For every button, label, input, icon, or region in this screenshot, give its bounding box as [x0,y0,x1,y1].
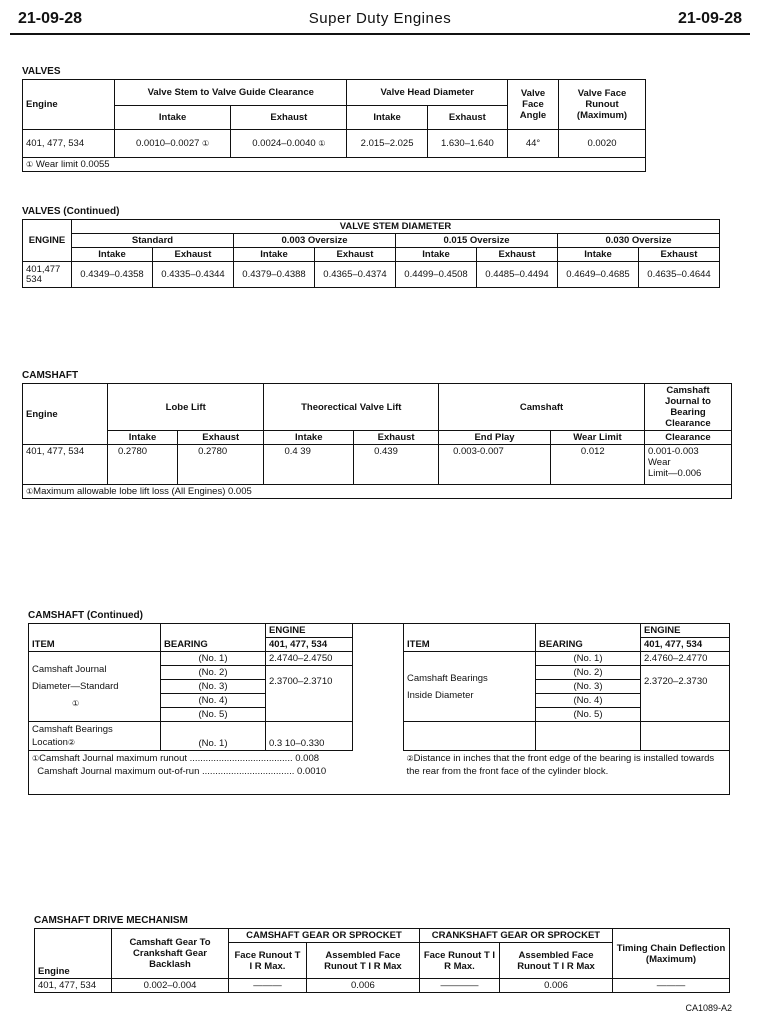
valves2-value: 0.4349–0.4358 [72,262,153,288]
camshaft2-table [28,623,730,795]
valves-h-face-runout: Valve Face Runout (Maximum) [559,80,646,130]
drive-h-crank-face: Face Runout T I R Max. [419,943,499,979]
footnote-1-icon: ① [202,139,210,148]
valves2-h-exhaust: Exhaust [477,248,558,262]
footnote-1-icon: ① [72,699,80,708]
valves2-h-exhaust: Exhaust [153,248,234,262]
camshaft2-bearing: (No. 3) [536,680,641,694]
camshaft2-h-models-right: 401, 477, 534 [641,638,730,652]
drive-chain: ——— [613,979,730,993]
drive-cam-face: ——— [229,979,307,993]
camshaft-h-intake: Intake [264,431,354,445]
camshaft-note: ①Maximum allowable lobe lift loss (All Engines) 0.005 [23,485,732,499]
camshaft-h-cam: Camshaft [439,384,645,431]
drive-h-crank-assembled: Assembled Face Runout T I R Max [500,943,613,979]
drive-h-crank-gear: CRANKSHAFT GEAR OR SPROCKET [419,929,612,943]
valves2-value: 0.4499–0.4508 [396,262,477,288]
camshaft2-h-bearing: BEARING [161,624,266,652]
valves2-value: 0.4365–0.4374 [315,262,396,288]
valves2-h-intake: Intake [234,248,315,262]
camshaft2-h-item: ITEM [29,624,161,652]
camshaft-clearance: 0.001-0.003 Wear Limit—0.006 [645,445,732,485]
footer-code: CA1089-A2 [685,1003,732,1013]
valves-note: ① Wear limit 0.0055 [23,158,646,172]
valves2-engine: 401,477 534 [23,262,72,288]
valves-h-face-angle: Valve Face Angle [508,80,559,130]
camshaft-table [22,383,732,499]
camshaft2-bearing: (No. 5) [161,708,266,722]
drive-backlash: 0.002–0.004 [112,979,229,993]
camshaft2-bearing: (No. 4) [161,694,266,708]
camshaft-endplay: 0.003-0.007 [439,445,551,485]
camshaft2-empty-cell [404,722,536,751]
camshaft-h-engine: Engine [23,384,108,445]
camshaft2-bearing: (No. 1) [536,652,641,666]
valves2-h-intake: Intake [396,248,477,262]
camshaft2-bearing: (No. 5) [536,708,641,722]
valves-stem-intake: 0.0010–0.0027 ① [115,130,231,158]
camshaft2-title: CAMSHAFT (Continued) [28,610,143,621]
drive-h-engine: Engine [35,929,112,979]
valves-h-stem-intake: Intake [115,106,231,130]
valves2-h-group-030: 0.030 Oversize [558,234,720,248]
camshaft2-right-v1: 2.4760–2.4770 [641,652,730,666]
footnote-1-icon: ① [26,160,34,169]
camshaft2-left-v2: 2.3700–2.3710 [266,666,353,722]
valves-continued-section [22,206,722,288]
page-header [10,4,750,34]
footnote-2-icon: ② [406,754,414,763]
camshaft-theo-intake: 0.4 39 [264,445,354,485]
drive-h-chain: Timing Chain Deflection (Maximum) [613,929,730,979]
valves-engine: 401, 477, 534 [23,130,115,158]
valves-angle: 44° [508,130,559,158]
valves2-value: 0.4635–0.4644 [639,262,720,288]
drive-h-cam-gear: CAMSHAFT GEAR OR SPROCKET [229,929,420,943]
page-title: Super Duty Engines [308,10,452,27]
camshaft-h-journal: Camshaft Journal to Bearing Clearance [645,384,732,431]
valves2-h-group-003: 0.003 Oversize [234,234,396,248]
camshaft2-h-models: 401, 477, 534 [266,638,353,652]
footnote-2-icon: ② [67,738,76,747]
drive-h-backlash: Camshaft Gear To Crankshaft Gear Backlash [112,929,229,979]
footnote-1-icon: ① [32,754,40,763]
camshaft-engine: 401, 477, 534 [23,445,108,485]
camshaft-h-lobe: Lobe Lift [108,384,264,431]
drive-section [34,915,732,993]
drive-title: CAMSHAFT DRIVE MECHANISM [34,915,188,926]
valves2-value: 0.4485–0.4494 [477,262,558,288]
camshaft2-gap [353,624,404,795]
footnote-1-icon: ① [318,139,326,148]
valves2-h-exhaust: Exhaust [315,248,396,262]
valves2-value: 0.4335–0.4344 [153,262,234,288]
camshaft-h-endplay: End Play [439,431,551,445]
valves-h-head-dia: Valve Head Diameter [347,80,508,106]
valves2-h-group-015: 0.015 Oversize [396,234,558,248]
valves-h-stem-exhaust: Exhaust [231,106,347,130]
camshaft2-location: Camshaft Bearings Location② [29,722,161,751]
valves-h-head-intake: Intake [347,106,427,130]
valves-head-intake: 2.015–2.025 [347,130,427,158]
page-number-right: 21-09-28 [677,10,742,27]
camshaft2-right-v2: 2.3720–2.3730 [641,666,730,722]
camshaft2-bearing: (No. 2) [536,666,641,680]
valves-runout: 0.0020 [559,130,646,158]
camshaft-wear: 0.012 [550,445,644,485]
camshaft-h-exhaust: Exhaust [178,431,264,445]
valves-stem-exhaust: 0.0024–0.0040 ① [231,130,347,158]
camshaft2-bearing: (No. 1) [161,652,266,666]
valves-h-engine: Engine [23,80,115,130]
camshaft-lobe-exhaust: 0.2780 [178,445,264,485]
valves2-h-engine: ENGINE [23,220,72,262]
camshaft2-bearing: (No. 3) [161,680,266,694]
camshaft2-empty-cell [536,722,641,751]
valves-head-exhaust: 1.630–1.640 [427,130,507,158]
camshaft-section [22,370,734,499]
camshaft2-h-bearing-right: BEARING [536,624,641,652]
camshaft2-loc-bearing: (No. 1) [161,722,266,751]
drive-engine: 401, 477, 534 [35,979,112,993]
camshaft-h-intake: Intake [108,431,178,445]
camshaft2-right-item: Camshaft Bearings Inside Diameter [404,652,536,722]
valves2-h-intake: Intake [558,248,639,262]
camshaft2-h-engine: ENGINE [266,624,353,638]
valves2-h-exhaust: Exhaust [639,248,720,262]
camshaft-continued-section [28,610,732,795]
footnote-1-icon: ① [26,487,34,496]
drive-h-cam-face: Face Runout T I R Max. [229,943,307,979]
camshaft-lobe-intake: 0.2780 [108,445,178,485]
camshaft2-left-v1: 2.4740–2.4750 [266,652,353,666]
camshaft2-empty-cell [641,722,730,751]
valves2-h-intake: Intake [72,248,153,262]
valves2-table [22,219,720,288]
camshaft2-loc-value: 0.3 10–0.330 [266,722,353,751]
valves-h-stem-guide: Valve Stem to Valve Guide Clearance [115,80,347,106]
drive-crank-face: ———— [419,979,499,993]
valves2-title: VALVES (Continued) [22,206,120,217]
camshaft2-notes-right: ②Distance in inches that the front edge of the bearing is installed towards the rear from the front face of the cylinder block. [404,751,730,795]
camshaft-title: CAMSHAFT [22,370,79,381]
valves-h-head-exhaust: Exhaust [427,106,507,130]
valves-title: VALVES [22,66,61,77]
drive-cam-assembled: 0.006 [306,979,419,993]
drive-table [34,928,730,993]
camshaft-h-wear: Wear Limit [550,431,644,445]
camshaft2-bearing: (No. 4) [536,694,641,708]
camshaft-h-theo: Theorectical Valve Lift [264,384,439,431]
valves2-h-vsd: VALVE STEM DIAMETER [72,220,720,234]
header-rule [10,33,750,35]
camshaft2-h-engine-right: ENGINE [641,624,730,638]
camshaft2-bearing: (No. 2) [161,666,266,680]
camshaft-h-clearance: Clearance [645,431,732,445]
page-number-left: 21-09-28 [18,10,83,27]
valves2-value: 0.4379–0.4388 [234,262,315,288]
camshaft2-notes-left: ①Camshaft Journal maximum runout ....................................... 0.008 Camshaft Journal maximum out-of-run ................................... 0.0010 [29,751,353,795]
valves-table [22,79,646,172]
valves-section [22,66,648,172]
camshaft-h-exhaust: Exhaust [354,431,439,445]
drive-h-cam-assembled: Assembled Face Runout T I R Max [306,943,419,979]
valves2-value: 0.4649–0.4685 [558,262,639,288]
camshaft2-h-item-right: ITEM [404,624,536,652]
valves2-h-group-standard: Standard [72,234,234,248]
camshaft-theo-exhaust: 0.439 [354,445,439,485]
drive-crank-assembled: 0.006 [500,979,613,993]
camshaft2-left-item: Camshaft Journal Diameter—Standard ① [29,652,161,722]
